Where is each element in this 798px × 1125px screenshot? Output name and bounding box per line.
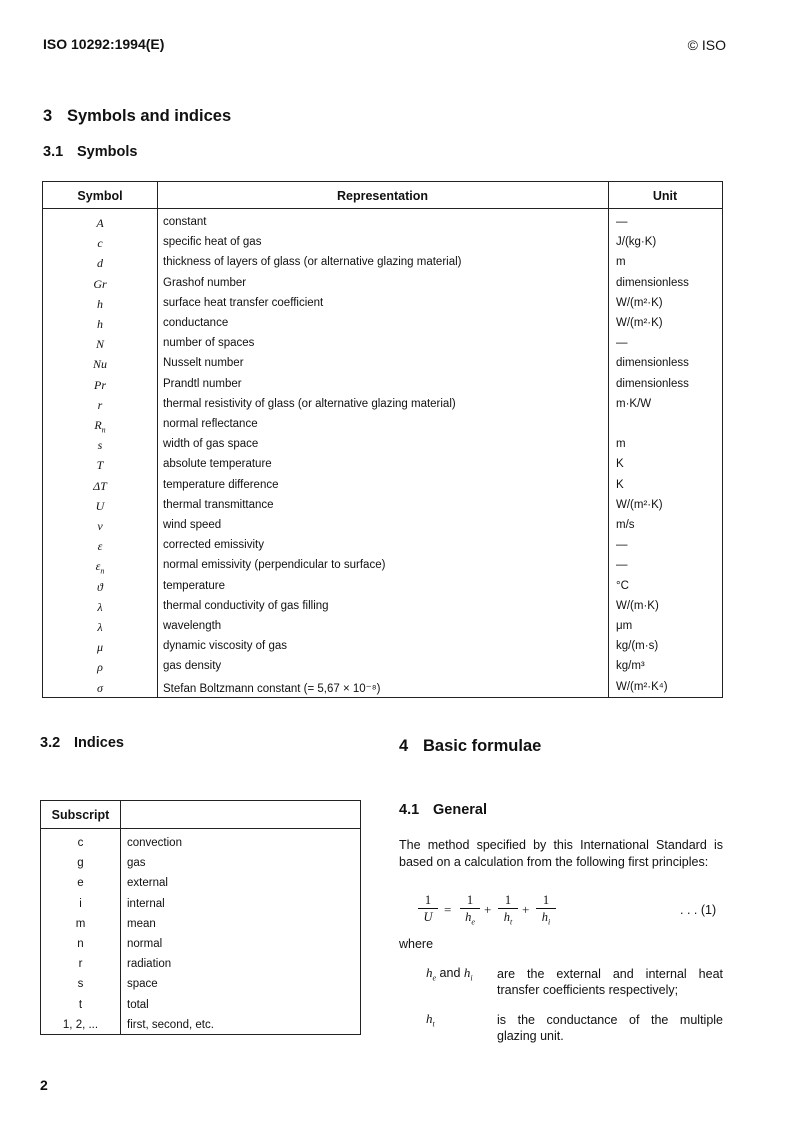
table-row (43, 640, 722, 660)
table-row (41, 877, 360, 897)
representation-cell: absolute temperature (163, 458, 272, 471)
unit-cell: W/(m²·K) (616, 296, 663, 309)
table-row (43, 297, 722, 317)
indices-table (40, 800, 361, 1035)
representation-cell: Prandtl number (163, 377, 242, 390)
definition-1-symbol: $h_e$ and $h_i$ (426, 965, 473, 983)
representation-cell: width of gas space (163, 438, 259, 451)
subscript-cell: n (77, 938, 84, 950)
symbol-cell: ϑ (97, 579, 103, 594)
subscript-column-header: Subscript (51, 808, 110, 822)
symbol-cell: λ (97, 599, 103, 614)
description-cell: gas (127, 857, 146, 870)
table-row (43, 539, 722, 559)
table-row (41, 999, 360, 1019)
description-cell: internal (127, 897, 165, 910)
unit-cell: m/s (616, 519, 635, 531)
representation-cell: dynamic viscosity of gas (163, 640, 287, 653)
unit-cell: W/(m²·K) (616, 498, 663, 511)
symbol-cell: s (97, 438, 103, 453)
description-cell: normal (127, 938, 163, 950)
representation-cell: thermal conductivity of gas filling (163, 599, 329, 612)
symbol-cell: d (97, 256, 103, 271)
symbol-cell: T (96, 458, 104, 473)
table-row (43, 660, 722, 680)
symbol-cell: ΔT (93, 478, 107, 493)
table-row (43, 580, 722, 600)
unit-cell: — (616, 216, 628, 228)
table-row (43, 277, 722, 297)
definition-1-text: are the external and internal heat transfer coefficients respectively; (497, 967, 723, 997)
table-row (41, 938, 360, 958)
unit-cell: dimensionless (616, 276, 689, 289)
symbol-cell: v (97, 519, 103, 533)
where-label: where (399, 937, 434, 951)
description-cell: total (127, 998, 149, 1011)
unit-cell: m·K/W (616, 397, 652, 410)
unit-cell: kg/m³ (616, 660, 645, 673)
subscript-cell: c (77, 837, 84, 849)
unit-cell: K (616, 458, 624, 471)
description-cell: radiation (127, 958, 172, 971)
section-3-2-heading: 3.2 Indices (40, 735, 124, 751)
representation-cell: Grashof number (163, 276, 247, 289)
symbol-cell: r (97, 397, 103, 412)
representation-column-header: Representation (337, 189, 428, 203)
table-row (43, 337, 722, 357)
subscript-cell: g (77, 857, 84, 870)
section-3-1-heading: 3.1 Symbols (43, 144, 138, 160)
document-id: ISO 10292:1994(E) (43, 36, 165, 52)
subscript-cell: i (79, 897, 82, 910)
representation-cell: temperature (163, 579, 226, 592)
representation-cell: thickness of layers of glass (or alternative glazing material) (163, 256, 462, 269)
table-row (43, 357, 722, 377)
representation-cell: surface heat transfer coefficient (163, 296, 324, 309)
subscript-cell: r (78, 958, 83, 971)
page-number: 2 (40, 1077, 48, 1093)
representation-cell: constant (163, 216, 207, 228)
unit-cell: μm (616, 620, 633, 632)
description-cell: external (127, 877, 168, 890)
description-cell: first, second, etc. (127, 1018, 214, 1031)
description-cell: mean (127, 917, 156, 930)
section-3-heading: 3 Symbols and indices (43, 107, 232, 125)
symbols-table (42, 181, 723, 698)
table-row (43, 398, 722, 418)
table-row (43, 559, 722, 579)
symbol-cell: Pr (94, 377, 106, 392)
equation-number: . . . (1) (680, 903, 717, 917)
representation-cell: thermal transmittance (163, 498, 274, 511)
representation-cell: normal reflectance (163, 418, 258, 430)
unit-cell: J/(kg·K) (616, 236, 657, 249)
table-row (43, 479, 722, 499)
symbol-cell: h (97, 317, 103, 331)
fraction-term-2: 1 $h_t$ (498, 893, 518, 930)
table-row (41, 857, 360, 877)
table-row (41, 978, 360, 998)
general-paragraph: The method specified by this International Standard is based on a calculation from the following first principles: (399, 838, 723, 869)
representation-cell: conductance (163, 317, 229, 329)
symbol-cell: Gr (93, 276, 107, 291)
fraction-term-1: 1 $h_e$ (460, 893, 480, 930)
unit-column-header: Unit (652, 189, 678, 203)
symbol-cell: λ (97, 620, 103, 634)
representation-cell: thermal resistivity of glass (or alternative glazing material) (163, 397, 456, 410)
table-row (41, 958, 360, 978)
table-row (41, 898, 360, 918)
symbol-cell: c (97, 236, 103, 251)
symbol-cell: ε (97, 539, 103, 554)
symbol-cell: σ (97, 680, 103, 695)
symbol-column-header: Symbol (77, 189, 123, 203)
subscript-cell: e (77, 877, 84, 890)
unit-cell: W/(m²·K⁴) (616, 680, 668, 693)
table-row (43, 681, 722, 701)
symbol-cell: h (97, 296, 103, 311)
representation-cell: Stefan Boltzmann constant (= 5,67 × 10⁻⁸) (163, 682, 381, 695)
section-4-1-heading: 4.1 General (399, 802, 487, 818)
subscript-cell: t (78, 998, 83, 1011)
representation-cell: number of spaces (163, 337, 255, 350)
subscript-cell: 1, 2, ... (62, 1018, 99, 1031)
table-row (43, 438, 722, 458)
table-row (43, 519, 722, 539)
unit-cell: m (616, 256, 626, 269)
unit-cell: K (616, 478, 624, 491)
representation-cell: wind speed (163, 519, 222, 531)
table-row (43, 620, 722, 640)
representation-cell: specific heat of gas (163, 236, 262, 249)
representation-cell: corrected emissivity (163, 539, 264, 552)
description-cell: convection (127, 837, 182, 849)
table-row (43, 378, 722, 398)
table-row (43, 236, 722, 256)
subscript-cell: s (77, 978, 84, 991)
symbol-cell: A (96, 216, 104, 230)
unit-cell: dimensionless (616, 357, 689, 370)
copyright-notice: © ISO (687, 37, 726, 53)
fraction-term-3: 1 $h_i$ (536, 893, 556, 930)
symbol-cell: $R_n$ (94, 418, 106, 435)
formula-1: 1 U = 1 $h_e$ + 1 $h_t$ + 1 $h_i$ (418, 893, 638, 933)
table-row (41, 1019, 360, 1039)
symbol-cell: μ (96, 640, 104, 655)
table-row (41, 837, 360, 857)
table-row (41, 918, 360, 938)
subscript-cell: m (75, 917, 86, 930)
unit-cell: °C (616, 579, 629, 592)
unit-cell: W/(m·K) (616, 599, 659, 612)
unit-cell: — (616, 539, 628, 552)
unit-cell: m (616, 438, 626, 451)
table-row (43, 499, 722, 519)
unit-cell: — (616, 337, 628, 350)
table-row (43, 458, 722, 478)
unit-cell: — (616, 559, 628, 572)
symbol-cell: N (95, 337, 104, 352)
section-4-heading: 4 Basic formulae (399, 737, 542, 755)
symbol-cell: $\varepsilon_n$ (95, 559, 105, 576)
unit-cell: W/(m²·K) (616, 317, 663, 329)
symbol-cell: Nu (92, 357, 107, 372)
definition-2-symbol: $h_t$ (426, 1011, 435, 1029)
symbol-cell: U (95, 498, 105, 513)
fraction-lhs: 1 U (418, 893, 438, 924)
unit-cell: dimensionless (616, 377, 689, 390)
table-row (43, 256, 722, 276)
definition-2-text: is the conductance of the multiple glazing unit. (497, 1013, 723, 1043)
symbol-cell: ρ (97, 660, 103, 675)
table-row (43, 600, 722, 620)
table-row (43, 216, 722, 236)
representation-cell: Nusselt number (163, 357, 244, 370)
representation-cell: normal emissivity (perpendicular to surface) (163, 559, 386, 572)
representation-cell: gas density (163, 660, 222, 673)
representation-cell: wavelength (163, 620, 222, 632)
representation-cell: temperature difference (163, 478, 279, 491)
table-row (43, 418, 722, 438)
description-cell: space (127, 978, 158, 991)
unit-cell: kg/(m·s) (616, 640, 659, 653)
table-row (43, 317, 722, 337)
